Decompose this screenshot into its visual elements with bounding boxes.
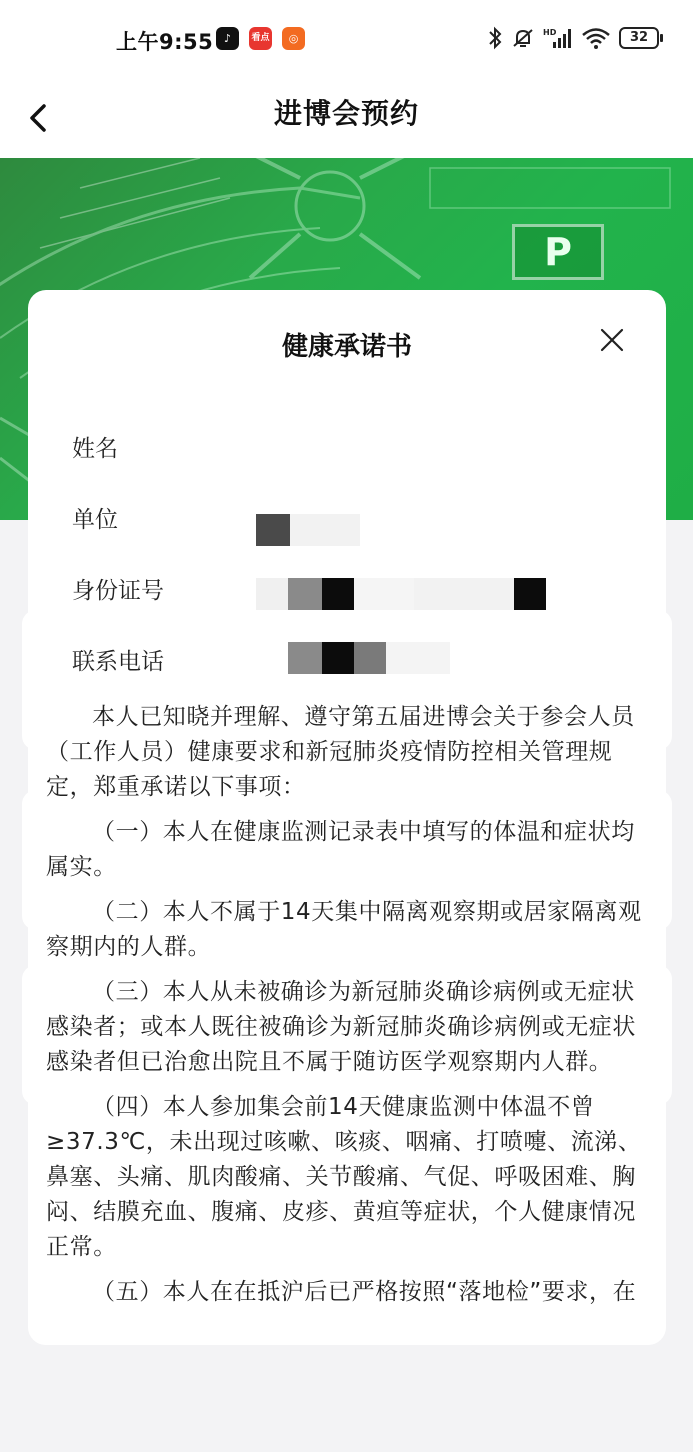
redacted-phone: [354, 642, 386, 674]
redacted-id: [414, 578, 514, 610]
scroll-fade: [28, 1309, 666, 1345]
commitment-paragraph: （四）本人参加集会前14天健康监测中体温不曾≥37.3℃，未出现过咳嗽、咳痰、咽痛、打喷嚏、流涕、鼻塞、头痛、肌肉酸痛、关节酸痛、气促、呼吸困难、胸闷、结膜充血、腹痛、皮疹、黄疸等症状，个人健康情况正常。: [46, 1094, 642, 1260]
redacted-company: [290, 514, 360, 546]
svg-text:HD: HD: [543, 28, 557, 37]
tiktok-icon: ♪: [216, 27, 239, 50]
page-title: 进博会预约: [273, 97, 419, 130]
commitment-paragraph: （三）本人从未被确诊为新冠肺炎确诊病例或无症状感染者；或本人既往被确诊为新冠肺炎确诊病例或无症状感染者但已治愈出院且不属于随访医学观察期内人群。: [46, 979, 636, 1075]
parking-sign: P: [512, 224, 604, 280]
mute-icon: [511, 26, 535, 50]
redacted-id: [288, 578, 322, 610]
redacted-id: [514, 578, 546, 610]
commitment-paragraph: （二）本人不属于14天集中隔离观察期或居家隔离观察期内的人群。: [46, 899, 642, 960]
nav-bar: [0, 80, 693, 158]
redacted-id: [354, 578, 414, 610]
status-icons: [487, 26, 659, 50]
status-time: 上午9:55: [116, 30, 214, 54]
redacted-phone: [386, 642, 450, 674]
id-number-label: 身份证号: [72, 578, 164, 604]
kuaishou-icon: ◎: [282, 27, 305, 50]
kankan-icon: 看点: [249, 27, 272, 50]
phone-label: 联系电话: [72, 649, 164, 675]
battery-indicator: 32: [619, 27, 659, 49]
redacted-id: [322, 578, 354, 610]
redacted-company: [256, 514, 290, 546]
redacted-phone: [288, 642, 322, 674]
dialog-title: 健康承诺书: [281, 332, 412, 362]
close-icon[interactable]: [596, 324, 628, 356]
commitment-paragraph: （一）本人在健康监测记录表中填写的体温和症状均属实。: [46, 819, 635, 880]
status-bar: [0, 0, 693, 80]
signal-icon: [543, 26, 573, 50]
bluetooth-icon: [487, 26, 503, 50]
company-label: 单位: [72, 507, 118, 533]
commitment-paragraph: 本人已知晓并理解、遵守第五届进博会关于参会人员（工作人员）健康要求和新冠肺炎疫情防控相关管理规定，郑重承诺以下事项：: [46, 704, 635, 800]
wifi-icon: [581, 26, 611, 50]
commitment-paragraph: （五）本人在在抵沪后已严格按照“落地检”要求，在: [92, 1279, 637, 1305]
redacted-phone: [322, 642, 354, 674]
health-commitment-dialog: [28, 290, 666, 1345]
commitment-text[interactable]: [46, 700, 652, 1330]
name-label: 姓名: [72, 436, 118, 462]
redacted-id: [256, 578, 288, 610]
